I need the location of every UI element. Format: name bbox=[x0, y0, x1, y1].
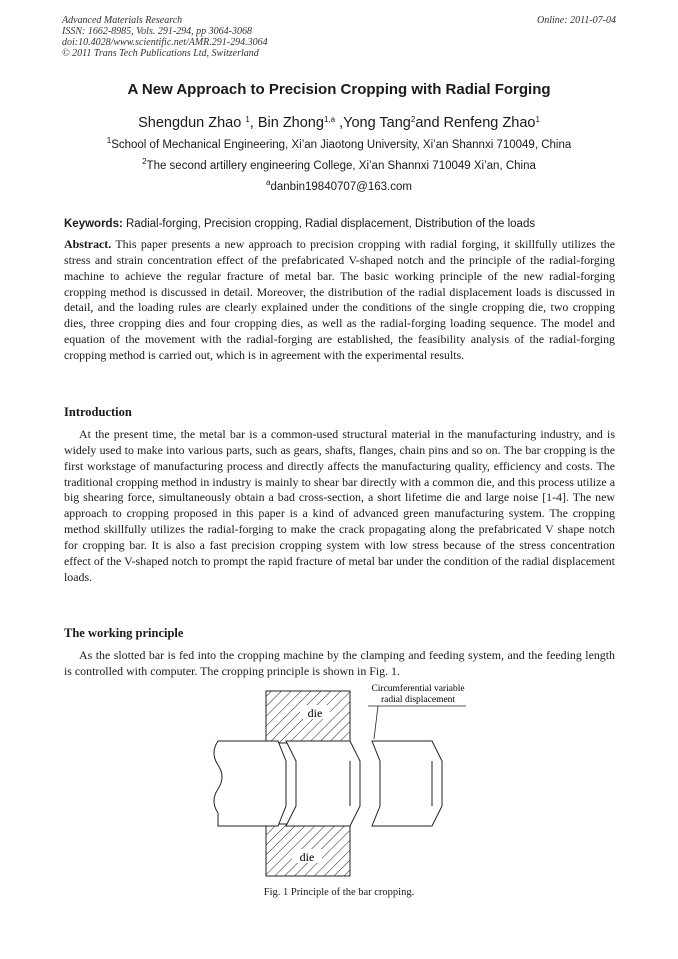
annotation-leader bbox=[374, 706, 378, 739]
keywords bbox=[64, 218, 618, 230]
journal-name: Advanced Materials Research bbox=[62, 15, 183, 26]
affiliation-2 bbox=[0, 157, 678, 172]
author-name: Bin Zhong bbox=[257, 115, 324, 131]
author-name: Shengdun Zhao bbox=[138, 115, 246, 131]
author-affil-mark: 1 bbox=[245, 115, 250, 124]
author-list bbox=[0, 115, 678, 131]
author-name: and Renfeng Zhao bbox=[415, 115, 536, 131]
section-heading-introduction: Introduction bbox=[64, 405, 132, 419]
working-principle-paragraph: As the slotted bar is fed into the cropping machine by the clamping and feeding system, and the feeding length is controlled with computer. The cropping principle is shown in Fig. 1. bbox=[64, 648, 615, 678]
affil-mark: a bbox=[266, 178, 271, 187]
author-affil-mark: 1 bbox=[535, 115, 540, 124]
online-date: Online: 2011-07-04 bbox=[537, 15, 616, 26]
keywords-text: Radial-forging, Precision cropping, Radial displacement, Distribution of the loads bbox=[122, 218, 536, 230]
copyright-line: © 2011 Trans Tech Publications Ltd, Switzerland bbox=[62, 48, 259, 59]
top-die-label: die bbox=[307, 706, 323, 720]
doi-line: doi:10.4028/www.scientific.net/AMR.291-294.3064 bbox=[62, 37, 268, 48]
affiliation-1 bbox=[0, 136, 678, 151]
annotation-line-1: Circumferential variable bbox=[371, 684, 465, 694]
running-header bbox=[62, 15, 616, 59]
author-affil-mark: 1,a bbox=[323, 115, 336, 124]
introduction-paragraph: At the present time, the metal bar is a common-used structural material in the manufacturing industry, and is widely used to make into various parts, such as gears, shafts, flanges, chain pins and so on. The bar cropping is the first workstage of manufacturing process and directly affects the manufacturing quality, efficiency and costs. The traditional cropping method in industry is mainly to shear bar directly with a common die, and this process utilize a big shearing force, simultaneously obtain a bad cross-section, a short lifetime die and large noise [1-4]. The new approach to cropping proposed in this paper is a kind of advanced green manufacturing system. The cropping method skillfully utilizes the radial-forging to make the crack propagating along the prefabricated V shape notch for cropping bar. It is also a fast precision cropping system with low stress because of the stress concentration effect of the V-shaped notch to prompt the rapid fracture of metal bar under the condition of the radial displacement loads. bbox=[64, 427, 615, 584]
author-affil-mark: 2 bbox=[410, 115, 416, 124]
figure-1 bbox=[200, 683, 480, 883]
author-email bbox=[0, 178, 678, 193]
abstract-text: This paper presents a new approach to precision cropping with radial forging, it skillfully utilizes the stress and strain concentration effect of the prefabricated V-shaped notch and the principle of the radial-forging machine to achieve the regular fracture of metal bar. The basic working principle of the new radial-forging cropping method is discussed in detail. Moreover, the distribution of the radial displacement loads is discussed in detail, and the loading rules are clearly explained under the conditions of the single cropping die, two cropping dies, three cropping dies and four cropping dies, as well as the radial-forging loading sequence. The model and equation of the movement with the radial-forging are established, the feasibility analysis of the radial-forging cropping method is carried out, which is in agreement with the experimental results. bbox=[64, 237, 615, 362]
annotation-line-2: radial displacement bbox=[380, 695, 456, 705]
bar-left-segment bbox=[214, 741, 286, 826]
author-name: Yong Tang bbox=[343, 115, 411, 131]
keywords-label: Keywords: bbox=[64, 218, 123, 230]
paper-title: A New Approach to Precision Cropping with Radial Forging bbox=[127, 81, 551, 98]
abstract-label: Abstract. bbox=[64, 237, 112, 251]
abstract bbox=[64, 237, 615, 364]
author-sep: , bbox=[249, 115, 258, 131]
bar-cropping-diagram bbox=[200, 683, 480, 883]
bottom-die-label: die bbox=[299, 850, 315, 864]
issn-line: ISSN: 1662-8985, Vols. 291-294, pp 3064-3068 bbox=[62, 26, 252, 37]
author-sep: , bbox=[335, 115, 344, 131]
affil-text: School of Mechanical Engineering, Xi’an Jiaotong University, Xi’an Shannxi 710049, China bbox=[111, 139, 572, 151]
email-link[interactable]: danbin19840707@163.com bbox=[270, 181, 412, 193]
figure-caption: Fig. 1 Principle of the bar cropping. bbox=[263, 887, 415, 898]
section-heading-working-principle: The working principle bbox=[64, 626, 184, 640]
affil-mark: 1 bbox=[106, 136, 112, 145]
affil-text: The second artillery engineering College, Xi’an Shannxi 710049 Xi’an, China bbox=[146, 160, 536, 172]
bar-middle-segment bbox=[286, 741, 360, 826]
affil-mark: 2 bbox=[142, 157, 147, 166]
